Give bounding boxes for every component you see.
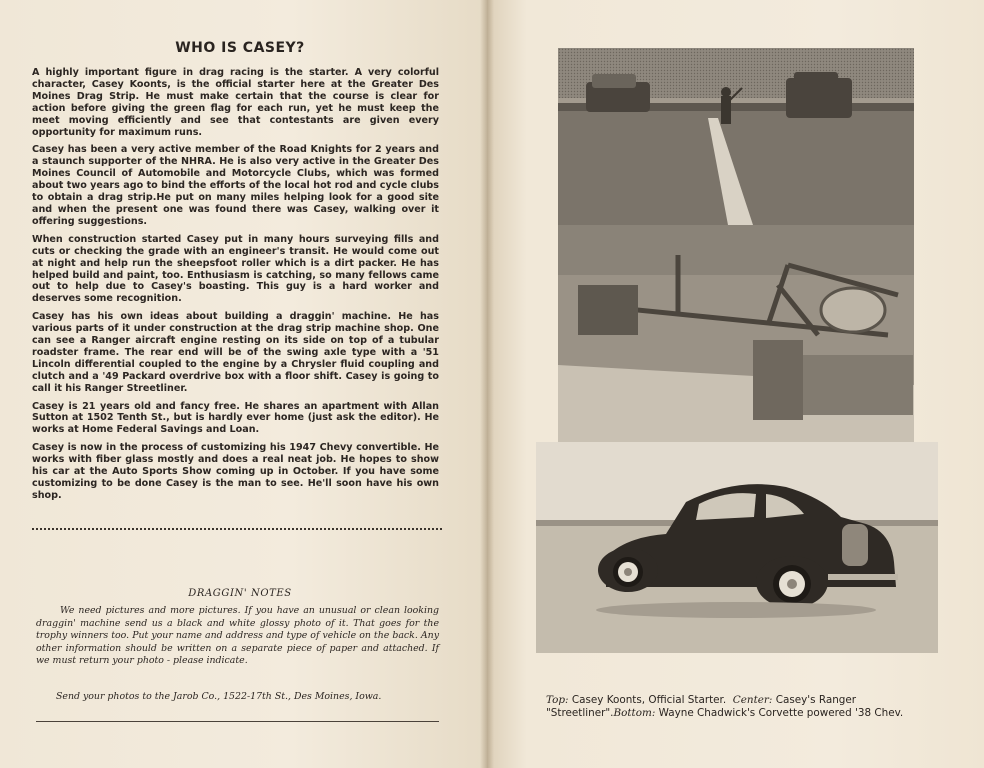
photo-streetliner	[558, 225, 914, 442]
article-paragraph: Casey has his own ideas about building a draggin' machine. He has various parts of it under construction at the drag strip machine shop. One can see a Ranger aircraft engine resting on its side on top of a tubular roadster frame. The rear end will be of the swing axle type with a '51 Lincoln differential coupled to the engine by a Chrysler fluid coupling and clutch and a '49 Packard overdrive box with a floor shift. Casey is going to call it his Ranger Streetliner.	[32, 311, 439, 394]
book-gutter	[480, 0, 494, 768]
caption-center-label: Center:	[732, 694, 773, 706]
photo-caption	[546, 694, 966, 720]
notes-title: DRAGGIN' NOTES	[188, 588, 292, 599]
article-title: WHO IS CASEY?	[175, 40, 305, 56]
article-body	[32, 67, 439, 508]
caption-bottom-label: Bottom:	[613, 707, 656, 719]
caption-top-text: Casey Koonts, Official Starter.	[568, 694, 727, 706]
notes-body: We need pictures and more pictures. If you have an unusual or clean looking draggin' machine send us a black and white glossy photo of it. That goes for the trophy winners too. Put your name and address and type of vehicle on the back. Any other information should be written on a separate piece of paper and attached. If we must return your photo - please indicate.	[36, 605, 439, 667]
photo-starter	[558, 48, 914, 225]
caption-top-label: Top:	[546, 694, 569, 706]
article-paragraph: A highly important figure in drag racing is the starter. A very colorful character, Casey Koonts, is the official starter here at the Greater Des Moines Drag Strip. He must make certain that the course is clear for action before giving the green flag for each run, yet he must keep the meet moving efficiently and see that contestants are given every opportunity for maximum runs.	[32, 67, 439, 138]
article-paragraph: When construction started Casey put in many hours surveying fills and cuts or checking the grade with an engineer's transit. He would come out at night and help run the sheepsfoot roller which is a dirt packer. He has helped build and paint, too. Enthusiasm is catching, so many fellows came out to help due to Casey's boasting. This guy is a hard worker and deserves some recognition.	[32, 233, 439, 305]
left-page	[0, 0, 487, 768]
notes-footer: Send your photos to the Jarob Co., 1522-17th St., Des Moines, Iowa.	[56, 691, 382, 702]
caption-center-text: Casey's Ranger	[772, 694, 857, 706]
article-paragraph: Casey has been a very active member of the Road Knights for 2 years and a staunch supporter of the NHRA. He is also very active in the Greater Des Moines Council of Automobile and Motorcycle Clubs, which was formed about two years ago to bind the efforts of the local hot rod and cycle clubs to obtain a drag strip.He put on many miles helping look for a good site and when the present one was found there was Casey, walking over it offering suggestions.	[32, 144, 439, 227]
article-paragraph: Casey is now in the process of customizing his 1947 Chevy convertible. He works with fiber glass mostly and does a real neat job. He hopes to show his car at the Auto Sports Show coming up in October. If you have some customizing to be done Casey is the man to see. He'll soon have his own shop.	[32, 442, 439, 501]
photo-38-chev	[536, 442, 938, 653]
bottom-divider	[36, 721, 439, 722]
dotted-divider	[32, 528, 442, 530]
caption-center-text-2: "Streetliner".	[546, 707, 614, 719]
article-paragraph: Casey is 21 years old and fancy free. He shares an apartment with Allan Sutton at 1502 Tenth St., but is hardly ever home (just ask the editor). He works at Home Federal Savings and Loan.	[32, 400, 439, 436]
caption-bottom-text: Wayne Chadwick's Corvette powered '38 Chev.	[655, 707, 904, 719]
